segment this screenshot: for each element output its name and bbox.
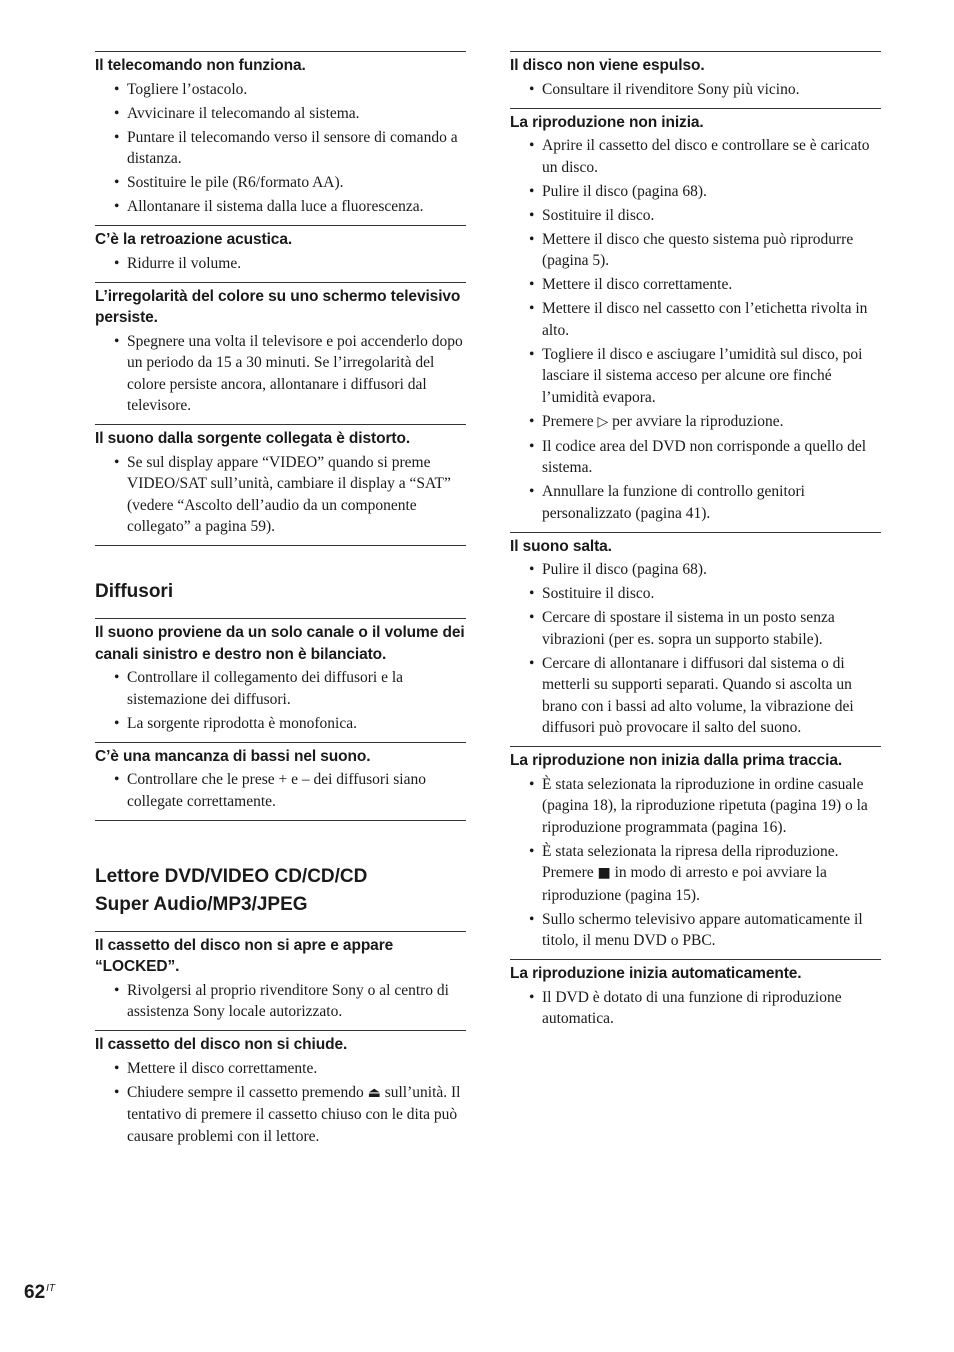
bullet-item bbox=[510, 841, 881, 907]
bullet-item: • Il DVD è dotato di una funzione di riproduzione automatica. bbox=[510, 987, 881, 1030]
bullet-item: • Aprire il cassetto del disco e controllare se è caricato un disco. bbox=[510, 135, 881, 178]
bullet-item: • Togliere l’ostacolo. bbox=[95, 79, 466, 101]
entry-heading: Il cassetto del disco non si apre e appare “LOCKED”. bbox=[95, 936, 394, 975]
section-divider bbox=[95, 545, 466, 546]
bullet-list bbox=[95, 331, 466, 417]
bullet-list bbox=[95, 1058, 466, 1148]
page-number-value: 62 bbox=[24, 1282, 46, 1303]
entry-heading: Il disco non viene espulso. bbox=[510, 57, 705, 74]
page-lang-suffix: IT bbox=[46, 1283, 56, 1294]
entry-heading: La riproduzione non inizia. bbox=[510, 113, 704, 131]
troubleshooting-entry bbox=[95, 742, 466, 820]
bullet-list bbox=[510, 774, 881, 952]
bullet-item: • Allontanare il sistema dalla luce a fluorescenza. bbox=[95, 196, 466, 218]
right-column bbox=[510, 51, 881, 1037]
bullet-item: • Ridurre il volume. bbox=[95, 253, 466, 275]
entry-heading: Il cassetto del disco non si chiude. bbox=[95, 1036, 348, 1053]
troubleshooting-entry bbox=[510, 959, 881, 1037]
bullet-item: • Togliere il disco e asciugare l’umidità sul disco, poi lasciare il sistema acceso per alcune ore finché l’umidità evapora. bbox=[510, 344, 881, 409]
section-title-lettore bbox=[95, 863, 466, 919]
bullet-list bbox=[510, 135, 881, 524]
bullet-item: • Il codice area del DVD non corrisponde a quello del sistema. bbox=[510, 436, 881, 479]
bullet-item: • Avvicinare il telecomando al sistema. bbox=[95, 103, 466, 125]
bullet-item: • Sostituire il disco. bbox=[510, 205, 881, 227]
stop-icon: ■ bbox=[597, 865, 611, 881]
bullet-list bbox=[510, 79, 881, 101]
bullet-item: • Cercare di allontanare i diffusori dal sistema o di metterli su supporti separati. Quando si ascolta un brano con i bassi ad alto volume, la vibrazione dei diffusori può provocare il salto del suono. bbox=[510, 653, 881, 739]
bullet-list bbox=[95, 79, 466, 218]
bullet-list bbox=[510, 987, 881, 1030]
eject-icon: ⏏ bbox=[367, 1084, 381, 1101]
entry-heading: C’è una mancanza di bassi nel suono. bbox=[95, 747, 371, 765]
page-number bbox=[24, 1282, 55, 1304]
play-icon: ▷ bbox=[597, 413, 609, 430]
bullet-list bbox=[510, 559, 881, 739]
troubleshooting-entry bbox=[510, 746, 881, 959]
section-title-diffusori: Diffusori bbox=[95, 581, 174, 602]
left-column bbox=[95, 51, 466, 1155]
bullet-list bbox=[95, 253, 466, 275]
bullet-item: • È stata selezionata la riproduzione in ordine casuale (pagina 18), la riproduzione ripetuta (pagina 19) o la riproduzione programmata (pagina 16). bbox=[510, 774, 881, 839]
bullet-item: • Rivolgersi al proprio rivenditore Sony o al centro di assistenza Sony locale autorizzato. bbox=[95, 980, 466, 1023]
bullet-list bbox=[95, 667, 466, 734]
troubleshooting-general-entries bbox=[95, 51, 466, 545]
bullet-text: sull’unità. Il tentativo di premere il cassetto chiuso con le dita può causare problemi con il lettore. bbox=[127, 1083, 461, 1145]
troubleshooting-entry bbox=[510, 532, 881, 747]
section-divider bbox=[95, 820, 466, 821]
bullet-text: È stata selezionata la ripresa della riproduzione. Premere bbox=[542, 842, 839, 881]
bullet-item: • Mettere il disco correttamente. bbox=[95, 1058, 466, 1080]
troubleshooting-entry bbox=[95, 618, 466, 742]
bullet-item: • Sostituire le pile (R6/formato AA). bbox=[95, 172, 466, 194]
bullet-list bbox=[95, 769, 466, 812]
section-title-line: Lettore DVD/VIDEO CD/CD/CD bbox=[95, 865, 368, 887]
entry-heading: Il telecomando non funziona. bbox=[95, 57, 306, 74]
troubleshooting-entry bbox=[95, 225, 466, 282]
bullet-item: • La sorgente riprodotta è monofonica. bbox=[95, 713, 466, 735]
entry-heading: La riproduzione inizia automaticamente. bbox=[510, 965, 802, 982]
bullet-item: • Sostituire il disco. bbox=[510, 583, 881, 605]
troubleshooting-entry bbox=[95, 424, 466, 545]
bullet-item: • Pulire il disco (pagina 68). bbox=[510, 559, 881, 581]
bullet-item bbox=[95, 1082, 466, 1148]
bullet-item: • Controllare il collegamento dei diffusori e la sistemazione dei diffusori. bbox=[95, 667, 466, 710]
troubleshooting-entry bbox=[510, 108, 881, 532]
bullet-item: • Annullare la funzione di controllo genitori personalizzato (pagina 41). bbox=[510, 481, 881, 524]
bullet-item: • Mettere il disco che questo sistema può riprodurre (pagina 5). bbox=[510, 229, 881, 272]
bullet-list bbox=[95, 980, 466, 1023]
troubleshooting-entry bbox=[510, 51, 881, 108]
bullet-item: • Se sul display appare “VIDEO” quando si preme VIDEO/SAT sull’unità, cambiare il display a “SAT” (vedere “Ascolto dell’audio da un componente collegato” a pagina 59). bbox=[95, 452, 466, 538]
bullet-item: • Spegnere una volta il televisore e poi accenderlo dopo un periodo da 15 a 30 minuti. Se l’irregolarità del colore persiste ancora, allontanare i diffusori dal televisore. bbox=[95, 331, 466, 417]
troubleshooting-entry bbox=[95, 282, 466, 425]
bullet-text: Chiudere sempre il cassetto premendo bbox=[127, 1083, 368, 1101]
troubleshooting-entry bbox=[95, 931, 466, 1031]
diffusori-entries bbox=[95, 618, 466, 820]
troubleshooting-entry bbox=[95, 51, 466, 225]
entry-heading: Il suono salta. bbox=[510, 537, 612, 555]
bullet-item: • Mettere il disco correttamente. bbox=[510, 274, 881, 296]
entry-heading: C’è la retroazione acustica. bbox=[95, 231, 293, 248]
bullet-item: • Mettere il disco nel cassetto con l’etichetta rivolta in alto. bbox=[510, 298, 881, 341]
entry-heading: Il suono dalla sorgente collegata è distorto. bbox=[95, 430, 411, 447]
bullet-item: • Cercare di spostare il sistema in un posto senza vibrazioni (per es. sopra un supporto stabile). bbox=[510, 607, 881, 650]
entry-heading: Il suono proviene da un solo canale o il volume dei canali sinistro e destro non è bilanciato. bbox=[95, 624, 465, 663]
entry-heading: L’irregolarità del colore su uno schermo televisivo persiste. bbox=[95, 287, 461, 326]
bullet-item: • Controllare che le prese + e – dei diffusori siano collegate correttamente. bbox=[95, 769, 466, 812]
bullet-item: • Puntare il telecomando verso il sensore di comando a distanza. bbox=[95, 127, 466, 170]
entry-heading: La riproduzione non inizia dalla prima traccia. bbox=[510, 752, 843, 769]
bullet-text: Premere bbox=[542, 412, 598, 430]
troubleshooting-entry bbox=[95, 1030, 466, 1155]
bullet-item: • Consultare il rivenditore Sony più vicino. bbox=[510, 79, 881, 101]
bullet-item: • Pulire il disco (pagina 68). bbox=[510, 181, 881, 203]
bullet-item: • Sullo schermo televisivo appare automaticamente il titolo, il menu DVD o PBC. bbox=[510, 909, 881, 952]
bullet-text: per avviare la riproduzione. bbox=[608, 412, 784, 430]
bullet-text: in modo di arresto e poi avviare la riproduzione (pagina 15). bbox=[542, 864, 827, 904]
section-title-line: Super Audio/MP3/JPEG bbox=[95, 893, 308, 915]
bullet-item bbox=[510, 411, 881, 434]
bullet-list bbox=[95, 452, 466, 538]
